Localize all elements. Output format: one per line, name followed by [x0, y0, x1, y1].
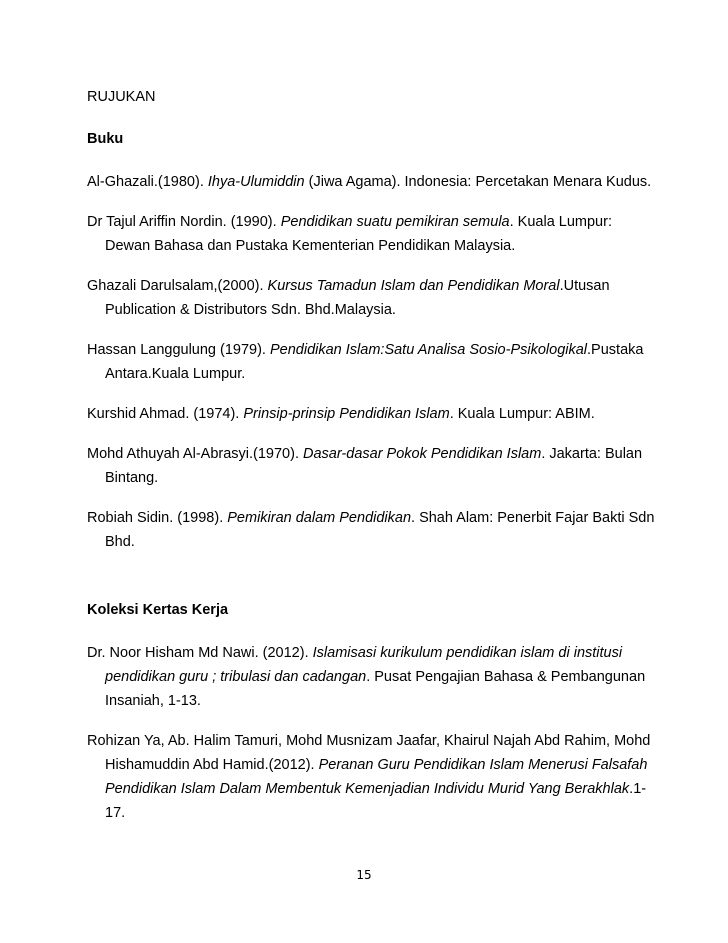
reference-title: Pendidikan suatu pemikiran semula — [280, 214, 510, 230]
reference-entry: Dr Tajul Ariffin Nordin. (1990). Pendidikan suatu pemikiran semula. Kuala Lumpur: Dewan Bahasa dan Pustaka Kementerian Pendidikan Malaysia. — [87, 214, 612, 254]
reference-entry: Hassan Langgulung (1979). Pendidikan Islam:Satu Analisa Sosio-Psikologikal.Pustaka Antara.Kuala Lumpur. — [87, 342, 644, 382]
reference-title: Kursus Tamadun Islam dan Pendidikan Moral — [267, 278, 560, 294]
reference-entry: Kurshid Ahmad. (1974). Prinsip-prinsip Pendidikan Islam. Kuala Lumpur: ABIM. — [87, 406, 595, 422]
reference-entry: Al-Ghazali.(1980). Ihya-Ulumiddin (Jiwa Agama). Indonesia: Percetakan Menara Kudus. — [87, 174, 652, 190]
reference-entry: Robiah Sidin. (1998). Pemikiran dalam Pendidikan. Shah Alam: Penerbit Fajar Bakti Sdn Bhd. — [87, 510, 655, 550]
reference-entry: Dr. Noor Hisham Md Nawi. (2012). Islamisasi kurikulum pendidikan islam di institusi pendidikan guru ; tribulasi dan cadangan. Pusat Pengajian Bahasa & Pembangunan Insaniah, 1-13. — [87, 645, 646, 709]
reference-entry: Mohd Athuyah Al-Abrasyi.(1970). Dasar-dasar Pokok Pendidikan Islam. Jakarta: Bulan Bintang. — [87, 446, 643, 486]
page-number: 15 — [356, 868, 372, 882]
reference-title: Pemikiran dalam Pendidikan — [227, 510, 412, 526]
section-heading-books: Buku — [87, 131, 124, 147]
reference-title: Islamisasi kurikulum pendidikan islam di institusi pendidikan guru ; tribulasi dan cadangan — [105, 645, 623, 685]
reference-title: Peranan Guru Pendidikan Islam Menerusi Falsafah Pendidikan Islam Dalam Membentuk Kemenjadian Individu Murid Yang Berakhlak — [105, 757, 648, 797]
reference-entry: Ghazali Darulsalam,(2000). Kursus Tamadun Islam dan Pendidikan Moral.Utusan Publication & Distributors Sdn. Bhd.Malaysia. — [87, 278, 610, 318]
references-content — [87, 86, 657, 841]
reference-title: Prinsip-prinsip Pendidikan Islam — [243, 406, 450, 422]
section-heading-working-papers: Koleksi Kertas Kerja — [87, 602, 229, 618]
reference-title: Ihya-Ulumiddin — [207, 174, 305, 190]
reference-title: Pendidikan Islam:Satu Analisa Sosio-Psikologikal — [270, 342, 588, 358]
reference-title: Dasar-dasar Pokok Pendidikan Islam — [303, 446, 542, 462]
reference-entry: Rohizan Ya, Ab. Halim Tamuri, Mohd Musnizam Jaafar, Khairul Najah Abd Rahim, Mohd Hishamuddin Abd Hamid.(2012). Peranan Guru Pendidikan Islam Menerusi Falsafah Pendidikan Islam Dalam Membentuk Kemenjadian Individu Murid Yang Berakhlak.1-17. — [87, 733, 651, 821]
page-heading: RUJUKAN — [87, 89, 156, 105]
